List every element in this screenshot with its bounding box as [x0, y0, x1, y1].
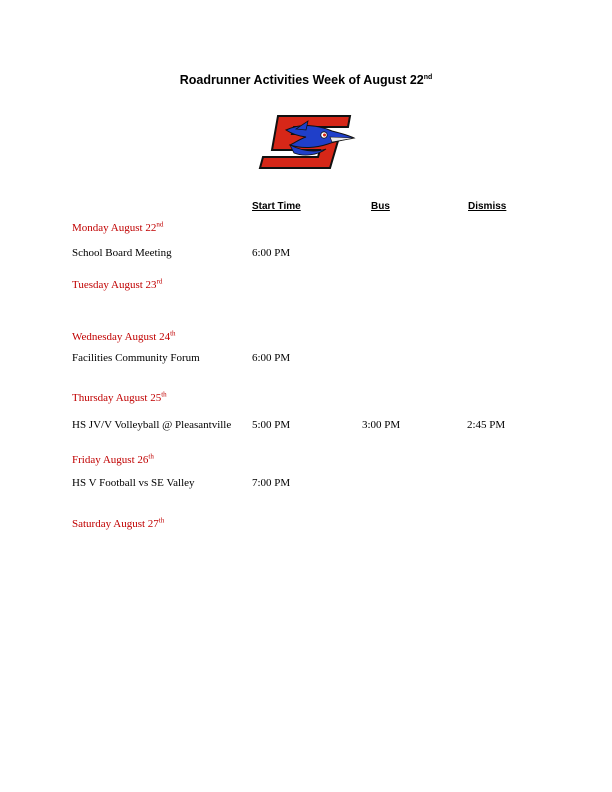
- event-start-time: 6:00 PM: [252, 352, 291, 364]
- day-heading-tuesday: Tuesday August 23rd: [72, 277, 163, 291]
- column-header-bus: Bus: [371, 201, 390, 212]
- event-dismiss-time: 2:45 PM: [467, 419, 506, 431]
- day-heading-monday: Monday August 22nd: [72, 220, 164, 234]
- event-bus-time: 3:00 PM: [362, 419, 401, 431]
- column-header-start-time: Start Time: [252, 201, 301, 212]
- day-heading-saturday: Saturday August 27th: [72, 516, 165, 530]
- event-name: School Board Meeting: [72, 247, 172, 259]
- event-start-time: 5:00 PM: [252, 419, 291, 431]
- column-header-dismiss: Dismiss: [468, 201, 507, 212]
- event-start-time: 7:00 PM: [252, 477, 291, 489]
- event-start-time: 6:00 PM: [252, 247, 291, 259]
- day-heading-wednesday: Wednesday August 24th: [72, 329, 176, 343]
- event-name: Facilities Community Forum: [72, 352, 200, 364]
- day-heading-thursday: Thursday August 25th: [72, 390, 167, 404]
- event-name: HS JV/V Volleyball @ Pleasantville: [72, 419, 232, 431]
- event-name: HS V Football vs SE Valley: [72, 477, 195, 489]
- roadrunner-logo: [256, 113, 356, 171]
- page-title: Roadrunner Activities Week of August 22nd: [179, 73, 433, 87]
- day-heading-friday: Friday August 26th: [72, 452, 154, 466]
